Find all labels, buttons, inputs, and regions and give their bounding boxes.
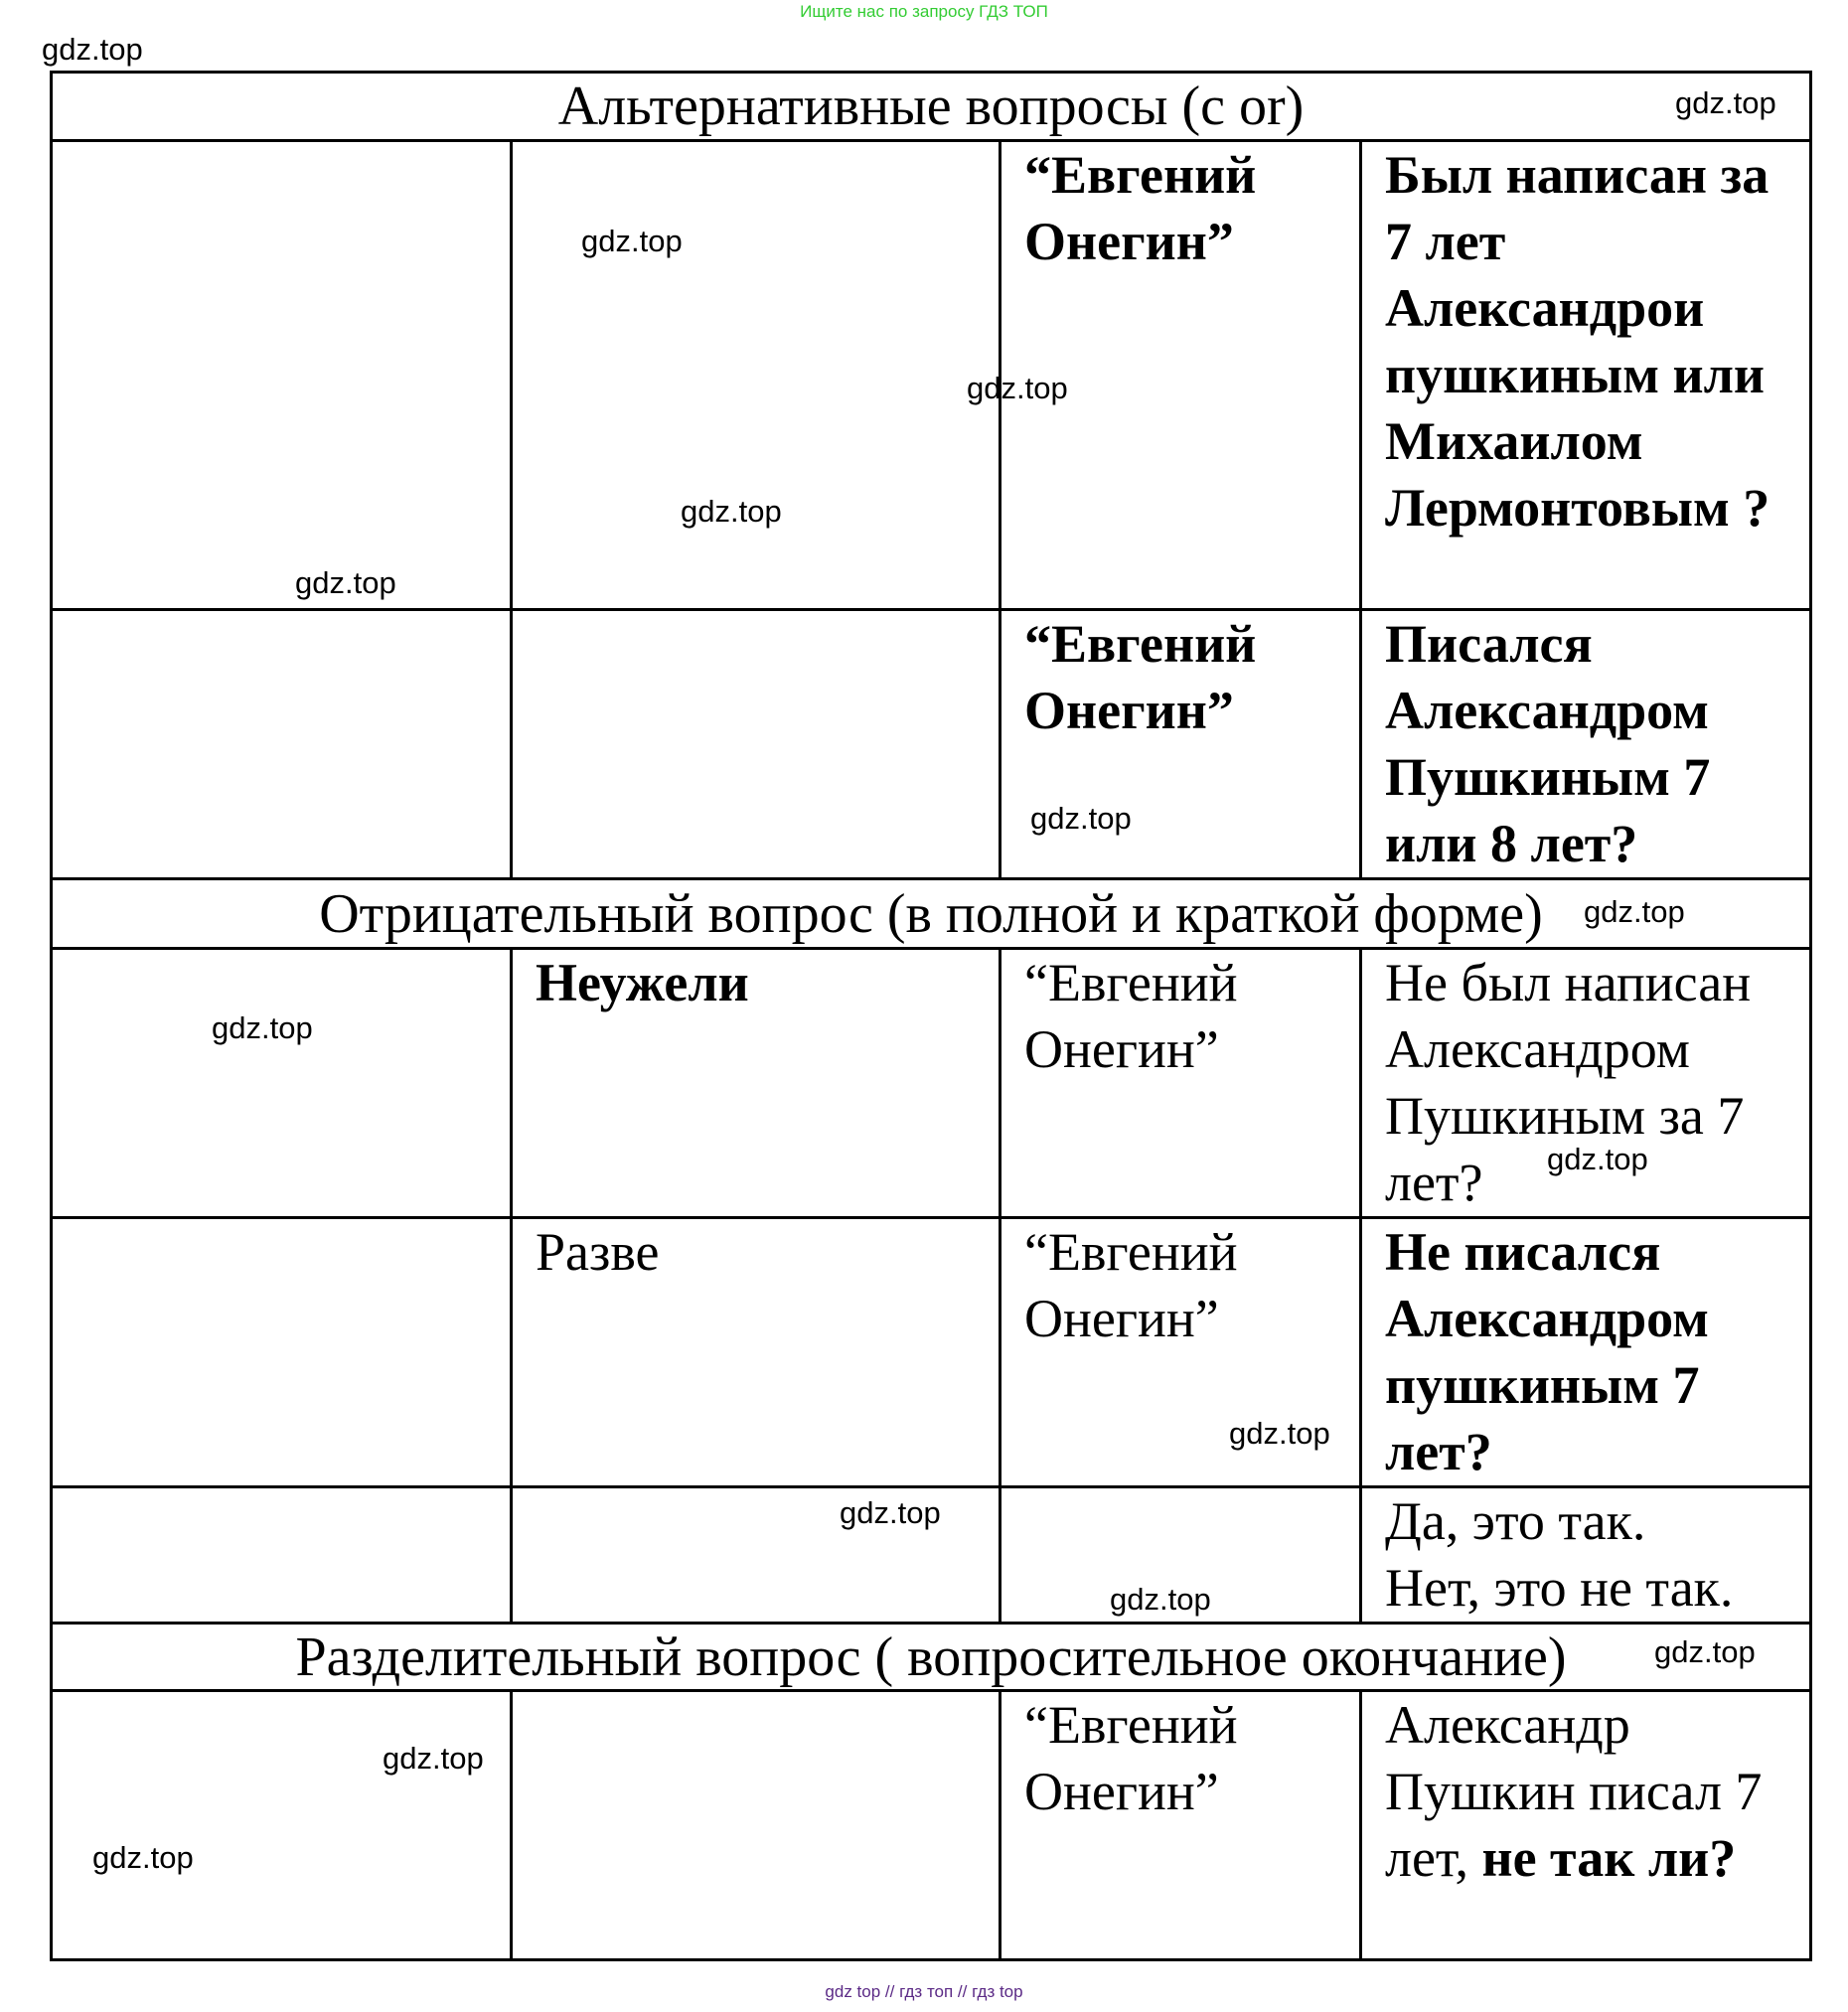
table-row <box>52 1691 1811 1960</box>
table-row <box>52 1218 1811 1487</box>
table-row <box>52 610 1811 879</box>
cell-particle: Разве <box>512 1218 1001 1487</box>
cell-subject: “Евгений Онегин” <box>1001 949 1361 1218</box>
cell-subject: “Евгений Онегин” <box>1001 1691 1361 1960</box>
section-title-tag: Разделительный вопрос ( вопросительное окончание) <box>52 1624 1811 1691</box>
watermark: gdz.top <box>1030 801 1132 836</box>
answer-no: Нет, это не так. <box>1385 1558 1734 1618</box>
cell-question: Был написан за 7 лет Александрои пушкиным или Михаилом Лермонтовым ? <box>1361 141 1811 610</box>
cell <box>52 141 512 610</box>
cell-subject: “Евгений Онегин” <box>1001 610 1361 879</box>
watermark: gdz.top <box>840 1495 941 1530</box>
section-title-alternative: Альтернативные вопросы (с or) <box>52 73 1811 141</box>
section-title-negative: Отрицательный вопрос (в полной и краткой форме) <box>52 879 1811 949</box>
cell <box>52 1487 512 1624</box>
watermark: gdz.top <box>967 371 1068 405</box>
cell-subject: “Евгений Онегин” <box>1001 141 1361 610</box>
footer-watermark: gdz top // гдз топ // гдз top <box>825 1982 1023 2001</box>
questions-table <box>50 71 1812 1961</box>
answer-yes: Да, это так. <box>1385 1491 1646 1551</box>
cell <box>512 1691 1001 1960</box>
cell <box>512 610 1001 879</box>
search-hint: Ищите нас по запросу ГДЗ ТОП <box>800 2 1048 21</box>
question-statement: Александр Пушкин писал 7 лет, <box>1385 1695 1763 1888</box>
watermark: gdz.top <box>1654 1634 1756 1669</box>
watermark: gdz.top <box>92 1840 194 1875</box>
cell-subject: “Евгений Онегин” <box>1001 1218 1361 1487</box>
cell-question: Не был написан Александром Пушкиным за 7 лет? <box>1361 949 1811 1218</box>
watermark: gdz.top <box>42 32 143 67</box>
watermark: gdz.top <box>1110 1582 1211 1617</box>
table-row <box>52 141 1811 610</box>
watermark: gdz.top <box>1675 85 1776 120</box>
watermark: gdz.top <box>1547 1142 1648 1176</box>
watermark: gdz.top <box>581 224 683 258</box>
watermark: gdz.top <box>383 1741 484 1776</box>
watermark: gdz.top <box>295 565 396 600</box>
cell <box>52 949 512 1218</box>
cell-question <box>1361 1691 1811 1960</box>
cell <box>52 1691 512 1960</box>
cell <box>52 610 512 879</box>
cell-question: Не писался Александром пушкиным 7 лет? <box>1361 1218 1811 1487</box>
question-tag: не так ли? <box>1481 1828 1737 1888</box>
cell-particle: Неужели <box>512 949 1001 1218</box>
cell <box>52 1218 512 1487</box>
cell-answers <box>1361 1487 1811 1624</box>
watermark: gdz.top <box>1584 894 1685 929</box>
watermark: gdz.top <box>1229 1416 1330 1451</box>
watermark: gdz.top <box>681 494 782 529</box>
cell <box>512 141 1001 610</box>
watermark: gdz.top <box>212 1010 313 1045</box>
cell-question: Писался Александром Пушкиным 7 или 8 лет? <box>1361 610 1811 879</box>
